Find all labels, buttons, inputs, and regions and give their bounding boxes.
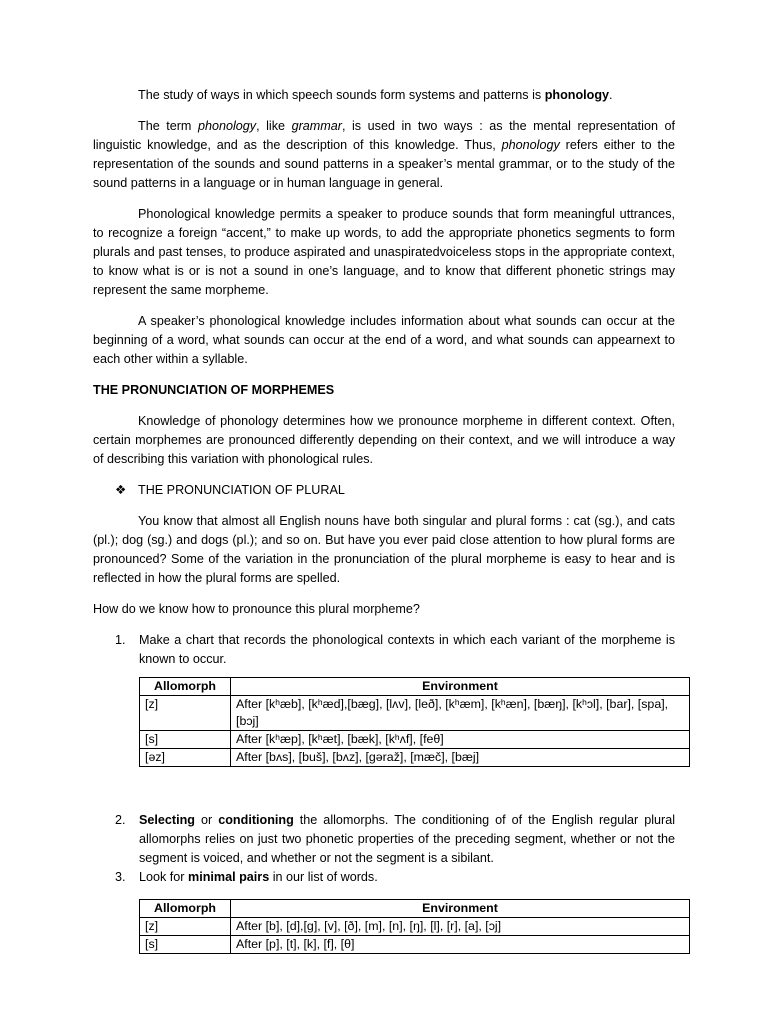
italic-term: phonology <box>501 138 560 152</box>
table-cell: After [kʰæb], [kʰæd],[bæg], [lʌv], [leð], [kʰæm], [kʰæn], [bæŋ], [kʰɔl], [bar], [spa], [bɔj] <box>231 696 690 731</box>
table-row <box>140 731 690 749</box>
document-body <box>93 86 675 954</box>
text-run: in our list of words. <box>269 870 378 884</box>
table-cell: [z] <box>140 918 231 936</box>
paragraph-plural-forms: You know that almost all English nouns have both singular and plural forms : cat (sg.), and cats (pl.); dog (sg.) and dogs (pl.); and so on. But have you ever paid close attention to how plural forms are pronounced? Some of the variation in the pronunciation of the plural morpheme is easy to hear and is reflected in how the plural forms are spelled. <box>93 514 675 585</box>
text-run: The term <box>138 119 198 133</box>
table-header-cell: Allomorph <box>140 678 231 696</box>
bullet-item <box>93 481 675 500</box>
step-text: Make a chart that records the phonological contexts in which each variant of the morpheme is known to occur. <box>139 633 675 666</box>
table-header-cell: Environment <box>231 678 690 696</box>
paragraph-phonology-definition <box>93 86 675 105</box>
table-row <box>140 936 690 954</box>
table-header-cell: Allomorph <box>140 900 231 918</box>
step-number: 3. <box>115 870 126 884</box>
diamond-bullet-icon: ❖ <box>115 483 127 497</box>
text-run: the allomorphs. The conditioning of of the English regular plural allomorphs relies on just two phonetic properties of the preceding segment, whether or not the segment is voiced, and whether or not the segment is a sibilant. <box>139 813 676 865</box>
text-run: Look for <box>139 870 189 884</box>
table-row <box>140 696 690 731</box>
text-run: or <box>195 813 219 827</box>
bold-term: conditioning <box>218 813 294 827</box>
allomorph-table-2 <box>139 899 690 954</box>
table-cell: After [bʌs], [buš], [bʌz], [gəraž], [mæč], [bæj] <box>231 749 690 767</box>
step-number: 1. <box>115 633 126 647</box>
text-run: , like <box>256 119 292 133</box>
paragraph-term-phonology <box>93 117 675 193</box>
steps-list-continued <box>93 811 675 887</box>
table-cell: After [kʰæp], [kʰæt], [bæk], [kʰʌf], [feθ] <box>231 731 690 749</box>
step-number: 2. <box>115 813 126 827</box>
paragraph-phonological-knowledge: Phonological knowledge permits a speaker to produce sounds that form meaningful uttrances, to recognize a foreign “accent,” to make up words, to add the appropriate phonetics segments to form plurals and past tenses, to produce aspirated and unaspiratedvoiceless stops in the appropriate context, to know what is or is not a sound in one’s language, and to know that different phonetic strings may represent the same morpheme. <box>93 207 675 297</box>
allomorph-table-1 <box>139 677 690 767</box>
text-run: . <box>609 88 613 102</box>
bold-term: phonology <box>544 88 610 102</box>
list-item-step-1 <box>93 631 675 669</box>
paragraph-knowledge-of-phonology: Knowledge of phonology determines how we pronounce morpheme in different context. Often, certain morphemes are pronounced differently depending on their context, and we will introduce a way of describing this variation with phonological rules. <box>93 414 675 466</box>
table-header-row <box>140 900 690 918</box>
text-run: The study of ways in which speech sounds form systems and patterns is <box>138 88 545 102</box>
table-row <box>140 749 690 767</box>
table-cell: [z] <box>140 696 231 731</box>
table-cell: [əz] <box>140 749 231 767</box>
section-heading: THE PRONUNCIATION OF MORPHEMES <box>93 383 335 397</box>
steps-list <box>93 631 675 669</box>
table-header-cell: Environment <box>231 900 690 918</box>
table-row <box>140 918 690 936</box>
paragraph-speaker-knowledge: A speaker’s phonological knowledge includes information about what sounds can occur at the beginning of a word, what sounds can occur at the end of a word, and what sounds can appearnext to each other within a syllable. <box>93 314 675 366</box>
bold-term: minimal pairs <box>188 870 270 884</box>
list-item-step-2 <box>93 811 675 868</box>
bold-term: Selecting <box>139 813 195 827</box>
table-cell: [s] <box>140 731 231 749</box>
italic-term: grammar <box>291 119 342 133</box>
table-header-row <box>140 678 690 696</box>
list-item-step-3 <box>93 868 675 887</box>
paragraph-question: How do we know how to pronounce this plural morpheme? <box>93 602 420 616</box>
bullet-text: THE PRONUNCIATION OF PLURAL <box>138 483 345 497</box>
table-cell: [s] <box>140 936 231 954</box>
text-run: , is used in two ways : as the mental representation of linguistic knowledge, and as the description of this knowledge. Thus, <box>93 119 675 152</box>
table-cell: After [b], [d],[g], [v], [ð], [m], [n], [ŋ], [l], [r], [a], [ɔj] <box>231 918 690 936</box>
table-cell: After [p], [t], [k], [f], [θ] <box>231 936 690 954</box>
italic-term: phonology <box>197 119 257 133</box>
text-run: refers either to the representation of the sounds and sound patterns in a speaker’s mental grammar, or to the study of the sound patterns in a language or in human language in general. <box>93 138 675 190</box>
